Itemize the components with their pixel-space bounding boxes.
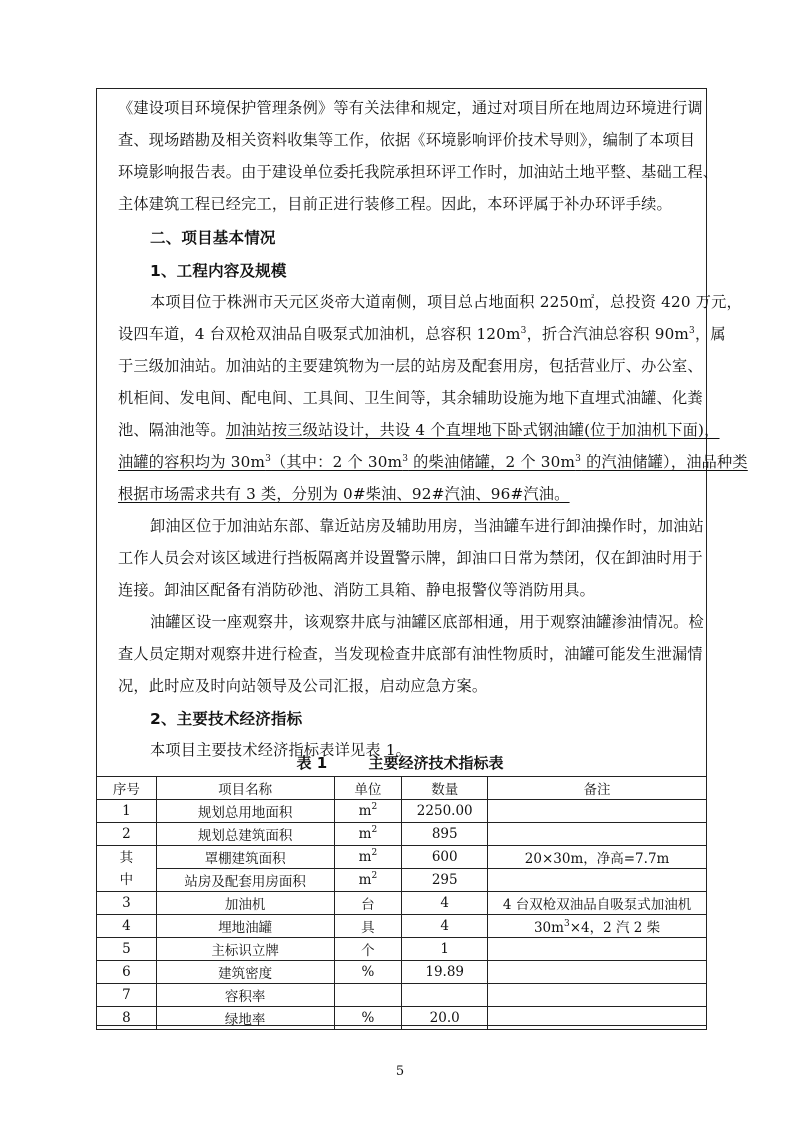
- cell-note: [488, 800, 707, 823]
- cell-unit: 具: [334, 915, 402, 938]
- cell-note: [488, 938, 707, 961]
- header-cell: 单位: [334, 777, 402, 800]
- cell-note: [488, 869, 707, 892]
- table-row: [97, 938, 707, 961]
- cell-qty: 1: [402, 938, 488, 961]
- cell-unit: [334, 984, 402, 1007]
- section-heading: 二、项目基本情况: [150, 229, 276, 247]
- cell-name: 站房及配套用房面积: [156, 869, 334, 892]
- paragraph-line: 油罐区设一座观察井，该观察井底与油罐区底部相通，用于观察油罐渗油情况。检: [150, 613, 704, 631]
- cell-qty: 600: [402, 846, 488, 869]
- table-caption-number: 表 1: [296, 754, 328, 772]
- paragraph-line: 于三级加油站。加油站的主要建筑物为一层的站房及配套用房，包括营业厅、办公室、: [118, 357, 703, 375]
- cell-name: 主标识立牌: [156, 938, 334, 961]
- cell-note: [488, 1007, 707, 1030]
- paragraph-line: 机柜间、发电间、配电间、工具间、卫生间等，其余辅助设施为地下直埋式油罐、化粪: [118, 389, 703, 407]
- cell-no: 1: [97, 800, 157, 823]
- cell-name: 加油机: [156, 892, 334, 915]
- cell-name: 埋地油罐: [156, 915, 334, 938]
- cell-qty: [402, 984, 488, 1007]
- cell-sub-label: 其 中: [97, 846, 157, 892]
- cell-note: $30m^3\times 4$，2 汽 2 柴: [488, 915, 707, 938]
- cell-note: 20×30m，净高=7.7m: [488, 846, 707, 869]
- paragraph-line: 查人员定期对观察井进行检查，当发现检查井底部有油性物质时，油罐可能发生泄漏情: [118, 645, 703, 663]
- paragraph-line: 查、现场踏勘及相关资料收集等工作，依据《环境影响评价技术导则》，编制了本项目: [118, 131, 696, 149]
- indicator-table: [96, 776, 707, 1030]
- cell-no: 2: [97, 823, 157, 846]
- table-caption-title: 主要经济技术指标表: [368, 754, 504, 772]
- cell-qty: 295: [402, 869, 488, 892]
- cell-no: 6: [97, 961, 157, 984]
- subsection-heading: 1、工程内容及规模: [150, 262, 287, 280]
- paragraph-line: 设四车道，4 台双枪双油品自吸泵式加油机，总容积 $120m^3$，折合汽油总容积 $90m^3$，属: [118, 325, 726, 343]
- paragraph-line: 油罐的容积均为 $30m^3$（其中：2 个 $30m^3$ 的柴油储罐，2 个 $30m^3$ 的汽油储罐），油品种类: [118, 453, 748, 471]
- cell-qty: 4: [402, 892, 488, 915]
- table-row: [97, 984, 707, 1007]
- cell-qty: 2250.00: [402, 800, 488, 823]
- cell-qty: 4: [402, 915, 488, 938]
- cell-qty: 895: [402, 823, 488, 846]
- paragraph-line: 池、隔油池等。加油站按三级站设计，共设 4 个直埋地下卧式钢油罐(位于加油机下面)，: [118, 421, 720, 439]
- paragraph-line: 主体建筑工程已经完工，目前正进行装修工程。因此，本环评属于补办环评手续。: [118, 195, 672, 213]
- cell-name: 建筑密度: [156, 961, 334, 984]
- cell-unit: 台: [334, 892, 402, 915]
- paragraph-line: 根据市场需求共有 3 类，分别为 0#柴油、92#汽油、96#汽油。: [118, 485, 570, 503]
- cell-note: [488, 961, 707, 984]
- cell-unit: 个: [334, 938, 402, 961]
- cell-no: 3: [97, 892, 157, 915]
- cell-name: 容积率: [156, 984, 334, 1007]
- paragraph-line: 本项目主要技术经济指标表详见表 1。: [150, 741, 412, 759]
- cell-name: 规划总建筑面积: [156, 823, 334, 846]
- table-caption: [0, 752, 800, 773]
- cell-qty: 20.0: [402, 1007, 488, 1030]
- table-header-row: [97, 777, 707, 800]
- table-row: [97, 800, 707, 823]
- cell-no: 4: [97, 915, 157, 938]
- cell-note: [488, 823, 707, 846]
- header-cell: 序号: [97, 777, 157, 800]
- cell-note: [488, 984, 707, 1007]
- cell-unit: %: [334, 961, 402, 984]
- cell-note: 4 台双枪双油品自吸泵式加油机: [488, 892, 707, 915]
- cell-name: 规划总用地面积: [156, 800, 334, 823]
- cell-unit: $m^2$: [334, 800, 402, 823]
- paragraph-line: 工作人员会对该区域进行挡板隔离并设置警示牌，卸油口日常为禁闭，仅在卸油时用于: [118, 549, 703, 567]
- table-row: [97, 1007, 707, 1030]
- header-cell: 数量: [402, 777, 488, 800]
- table-row: [97, 915, 707, 938]
- paragraph-line: 卸油区位于加油站东部、靠近站房及辅助用房，当油罐车进行卸油操作时，加油站: [150, 517, 704, 535]
- cell-unit: $m^2$: [334, 823, 402, 846]
- paragraph-line: 况，此时应及时向站领导及公司汇报，启动应急方案。: [118, 677, 488, 695]
- subsection-heading: 2、主要技术经济指标: [150, 710, 303, 728]
- page-number: 5: [395, 1064, 405, 1079]
- cell-no: 8: [97, 1007, 157, 1030]
- cell-name: 罩棚建筑面积: [156, 846, 334, 869]
- table-row: [97, 961, 707, 984]
- cell-unit: $m^2$: [334, 846, 402, 869]
- cell-qty: 19.89: [402, 961, 488, 984]
- cell-unit: %: [334, 1007, 402, 1030]
- cell-unit: $m^2$: [334, 869, 402, 892]
- paragraph-line: 环境影响报告表。由于建设单位委托我院承担环评工作时，加油站土地平整、基础工程、: [118, 163, 719, 181]
- cell-no: 5: [97, 938, 157, 961]
- cell-name: 绿地率: [156, 1007, 334, 1030]
- paragraph-line: 连接。卸油区配备有消防砂池、消防工具箱、静电报警仪等消防用具。: [118, 581, 596, 599]
- table-row: [97, 892, 707, 915]
- table-row: [97, 869, 707, 892]
- header-cell: 项目名称: [156, 777, 334, 800]
- header-cell: 备注: [488, 777, 707, 800]
- cell-no: 7: [97, 984, 157, 1007]
- table-row: [97, 823, 707, 846]
- paragraph-line: 《建设项目环境保护管理条例》等有关法律和规定，通过对项目所在地周边环境进行调: [118, 99, 703, 117]
- paragraph-line: 本项目位于株洲市天元区炎帝大道南侧，项目总占地面积 2250㎡，总投资 420 万元，: [150, 293, 742, 311]
- table-row: [97, 846, 707, 869]
